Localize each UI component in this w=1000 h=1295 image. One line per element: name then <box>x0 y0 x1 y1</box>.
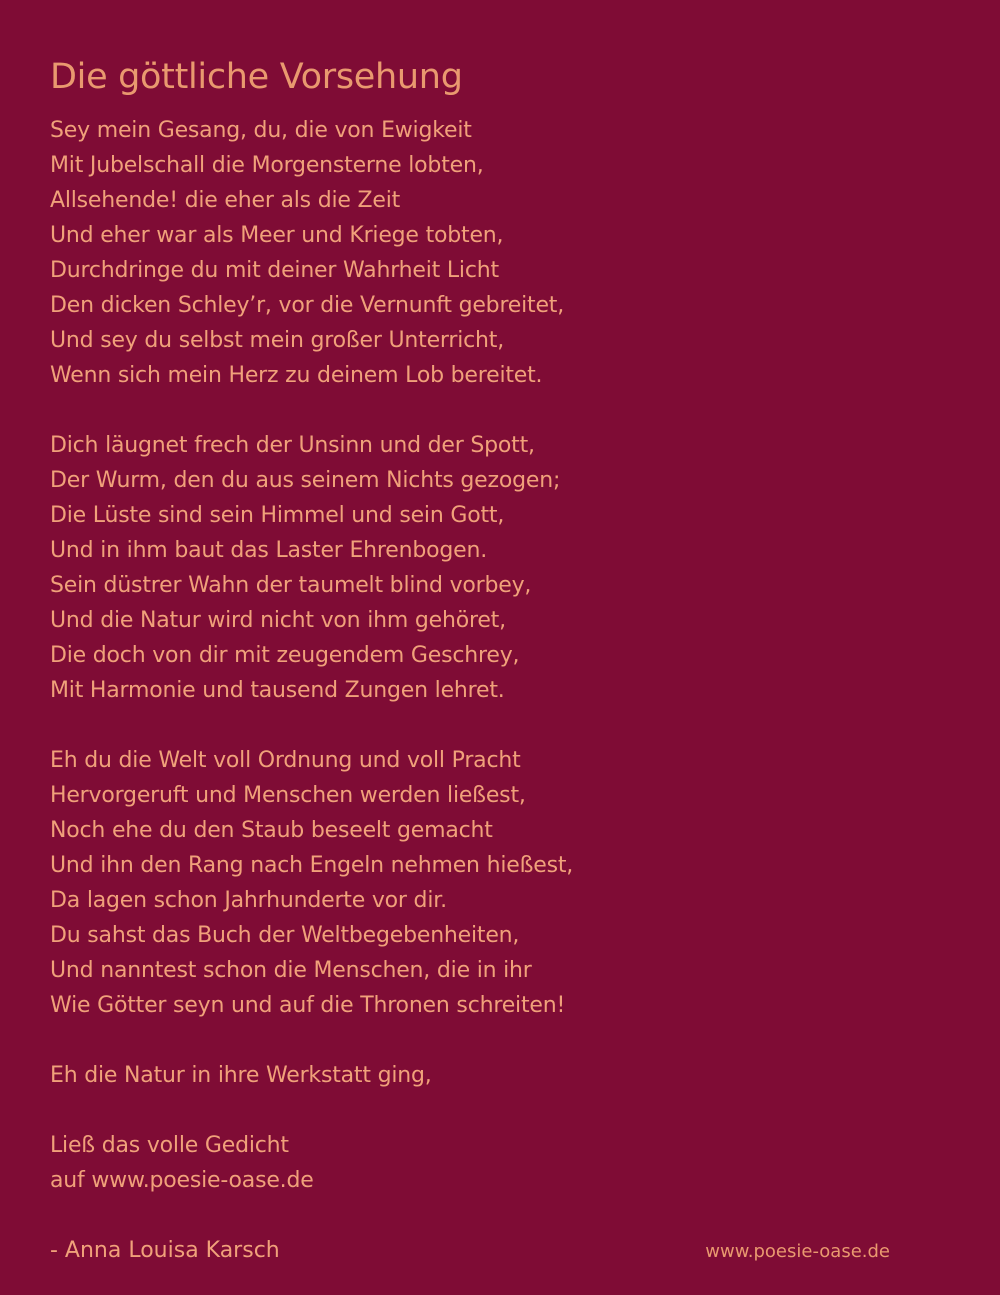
poem-line: Und ihn den Rang nach Engeln nehmen hießest, <box>50 853 574 878</box>
poem-line: Den dicken Schley’r, vor die Vernunft gebreitet, <box>50 293 565 318</box>
poem-line: Wenn sich mein Herz zu deinem Lob bereitet. <box>50 363 543 388</box>
poem-line: Ließ das volle Gedicht <box>50 1133 289 1158</box>
poem-line: Und in ihm baut das Laster Ehrenbogen. <box>50 538 487 563</box>
poem-stanza <box>50 1128 950 1198</box>
poem-stanza <box>50 113 950 393</box>
poem-title: Die göttliche Vorsehung <box>50 57 463 97</box>
poem-line: Sein düstrer Wahn der taumelt blind vorbey, <box>50 573 532 598</box>
poem-line: Der Wurm, den du aus seinem Nichts gezogen; <box>50 468 561 493</box>
poem-line: Und die Natur wird nicht von ihm gehöret, <box>50 608 506 633</box>
poem-line: Noch ehe du den Staub beseelt gemacht <box>50 818 493 843</box>
poem-line: auf www.poesie-oase.de <box>50 1168 314 1193</box>
poem-line: Und eher war als Meer und Kriege tobten, <box>50 223 504 248</box>
author-attribution: - Anna Louisa Karsch <box>50 1238 280 1263</box>
poem-line: Sey mein Gesang, du, die von Ewigkeit <box>50 118 472 143</box>
poem-line: Da lagen schon Jahrhunderte vor dir. <box>50 888 447 913</box>
poem-body <box>50 113 950 1198</box>
poem-stanza <box>50 428 950 708</box>
poem-page <box>50 55 950 1268</box>
website-watermark: www.poesie-oase.de <box>705 1241 890 1262</box>
poem-line: Dich läugnet frech der Unsinn und der Spott, <box>50 433 535 458</box>
poem-line: Du sahst das Buch der Weltbegebenheiten, <box>50 923 520 948</box>
poem-line: Die doch von dir mit zeugendem Geschrey, <box>50 643 520 668</box>
poem-line: Eh du die Welt voll Ordnung und voll Pracht <box>50 748 521 773</box>
poem-line: Mit Jubelschall die Morgensterne lobten, <box>50 153 484 178</box>
poem-line: Die Lüste sind sein Himmel und sein Gott, <box>50 503 505 528</box>
poem-line: Allsehende! die eher als die Zeit <box>50 188 401 213</box>
poem-stanza <box>50 1058 950 1093</box>
poem-line: Mit Harmonie und tausend Zungen lehret. <box>50 678 505 703</box>
poem-line: Eh die Natur in ihre Werkstatt ging, <box>50 1063 432 1088</box>
poem-line: Hervorgeruft und Menschen werden ließest, <box>50 783 526 808</box>
poem-line: Durchdringe du mit deiner Wahrheit Licht <box>50 258 499 283</box>
poem-line: Und nanntest schon die Menschen, die in ihr <box>50 958 532 983</box>
poem-line: Und sey du selbst mein großer Unterricht, <box>50 328 504 353</box>
poem-stanza <box>50 743 950 1023</box>
poem-line: Wie Götter seyn und auf die Thronen schreiten! <box>50 993 566 1018</box>
